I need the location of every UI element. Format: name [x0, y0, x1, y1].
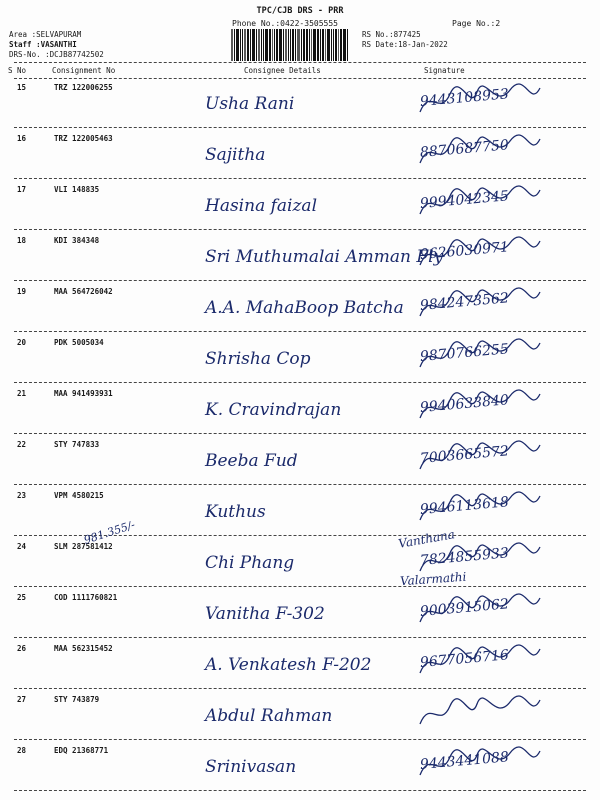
- row-sno: 20: [17, 338, 27, 347]
- row-divider: [14, 637, 586, 638]
- table-row: [0, 233, 600, 279]
- row-divider: [14, 229, 586, 230]
- row-consignee-name: Kuthus: [205, 502, 266, 522]
- row-divider: [14, 484, 586, 485]
- row-phone: 7824855933: [419, 545, 510, 569]
- row-consignee-name: A.A. MahaBoop Batcha: [205, 298, 404, 318]
- row-sno: 25: [17, 593, 27, 602]
- row-consignment: STY 747833: [54, 440, 100, 449]
- row-divider: [14, 586, 586, 587]
- row-sno: 23: [17, 491, 27, 500]
- row-divider: [14, 433, 586, 434]
- row-consignment: MAA 941493931: [54, 389, 113, 398]
- row-consignment: COD 1111760821: [54, 593, 118, 602]
- row-consignment: KDI 384348: [54, 236, 100, 245]
- row-sno: 18: [17, 236, 27, 245]
- row-phone: 9842473562: [419, 290, 510, 314]
- row-consignment: PDK 5005034: [54, 338, 104, 347]
- row-phone: 9870766255: [419, 341, 510, 365]
- row-sno: 26: [17, 644, 27, 653]
- table-row: [0, 590, 600, 636]
- header-divider: [14, 62, 586, 63]
- row-divider: [14, 739, 586, 740]
- row-consignee-name: Abdul Rahman: [205, 706, 333, 726]
- signature-scribble-icon: [415, 694, 545, 734]
- table-row: [0, 182, 600, 228]
- row-phone: 9443108953: [419, 86, 510, 110]
- table-row: [0, 284, 600, 330]
- row-phone: 8870687750: [419, 137, 510, 161]
- barcode-icon: [231, 29, 356, 61]
- row-phone: 9994042345: [419, 188, 510, 212]
- row-phone: 9940633840: [419, 392, 510, 416]
- col-sno: S No: [8, 66, 27, 75]
- row-consignment: EDQ 21368771: [54, 746, 109, 755]
- row-sno: 27: [17, 695, 27, 704]
- row-consignment: VPM 4580215: [54, 491, 104, 500]
- row-phone: 9003915062: [419, 596, 510, 620]
- row-consignment: TRZ 122006255: [54, 83, 113, 92]
- row-consignment: MAA 562315452: [54, 644, 113, 653]
- staff-field: Staff :VASANTHI: [9, 40, 77, 49]
- table-row: [0, 743, 600, 789]
- row-phone: 9443441088: [419, 749, 510, 773]
- row-phone: 9677056716: [419, 647, 510, 671]
- row-consignee-name: Beeba Fud: [205, 451, 298, 471]
- row-divider: [14, 280, 586, 281]
- row-consignee-name: A. Venkatesh F-202: [205, 655, 372, 675]
- table-row: [0, 335, 600, 381]
- document-title: TPC/CJB DRS - PRR: [256, 6, 344, 16]
- drs-number: DRS-No. :DCJB87742502: [9, 50, 104, 59]
- phone-number: Phone No.:0422-3505555: [232, 19, 338, 28]
- page-number: Page No.:2: [452, 19, 501, 28]
- table-row: [0, 80, 600, 126]
- row-divider: [14, 790, 586, 791]
- col-consignment: Consignment No: [52, 66, 116, 75]
- row-divider: [14, 331, 586, 332]
- row-consignment: TRZ 122005463: [54, 134, 113, 143]
- row-phone: 9626030971: [419, 239, 510, 263]
- row-sno: 17: [17, 185, 27, 194]
- row-consignee-name: Hasina faizal: [205, 196, 318, 216]
- row-sno: 19: [17, 287, 27, 296]
- row-consignee-name: Srinivasan: [205, 757, 297, 777]
- table-row: [0, 437, 600, 483]
- col-signature: Signature: [424, 66, 465, 75]
- row-sno: 22: [17, 440, 27, 449]
- row-consignee-name: Sajitha: [205, 145, 266, 165]
- table-row: [0, 488, 600, 534]
- row-divider: [14, 178, 586, 179]
- row-sno: 28: [17, 746, 27, 755]
- row-sno: 15: [17, 83, 27, 92]
- row-consignment: MAA 564726042: [54, 287, 113, 296]
- row-sno: 24: [17, 542, 27, 551]
- rs-block: [362, 30, 448, 50]
- row-sno: 16: [17, 134, 27, 143]
- col-consignee: Consignee Details: [244, 66, 321, 75]
- row-consignee-name: Vanitha F-302: [205, 604, 325, 624]
- row-consignee-name: Sri Muthumalai Amman Fly: [205, 247, 444, 267]
- area-block: [9, 30, 104, 60]
- row-consignee-name: K. Cravindrajan: [205, 400, 342, 420]
- row-divider: [14, 382, 586, 383]
- row26-signature: Valarmathi: [399, 569, 467, 589]
- table-row: [0, 641, 600, 687]
- row-sno: 21: [17, 389, 27, 398]
- table-row: [0, 386, 600, 432]
- row-consignee-name: Chi Phang: [205, 553, 295, 573]
- cod-amount-note: 981.355/-: [82, 518, 137, 547]
- row-divider: [14, 127, 586, 128]
- row-consignment: STY 743879: [54, 695, 100, 704]
- table-row: [0, 131, 600, 177]
- rs-date: RS Date:18-Jan-2022: [362, 40, 448, 49]
- row-consignee-name: Shrisha Cop: [205, 349, 311, 369]
- area-field: Area :SELVAPURAM: [9, 30, 82, 39]
- row25-signature: Vanthana: [397, 527, 456, 551]
- table-row: [0, 539, 600, 585]
- table-row: [0, 692, 600, 738]
- row-consignment: SLM 287581412: [54, 542, 113, 551]
- row-divider: [14, 688, 586, 689]
- row-consignment: VLI 148835: [54, 185, 100, 194]
- column-divider: [14, 78, 586, 79]
- row-consignee-name: Usha Rani: [205, 94, 295, 114]
- row-phone: 9946113618: [419, 494, 510, 518]
- row-phone: 7003665572: [419, 443, 510, 467]
- rs-number: RS No.:877425: [362, 30, 421, 39]
